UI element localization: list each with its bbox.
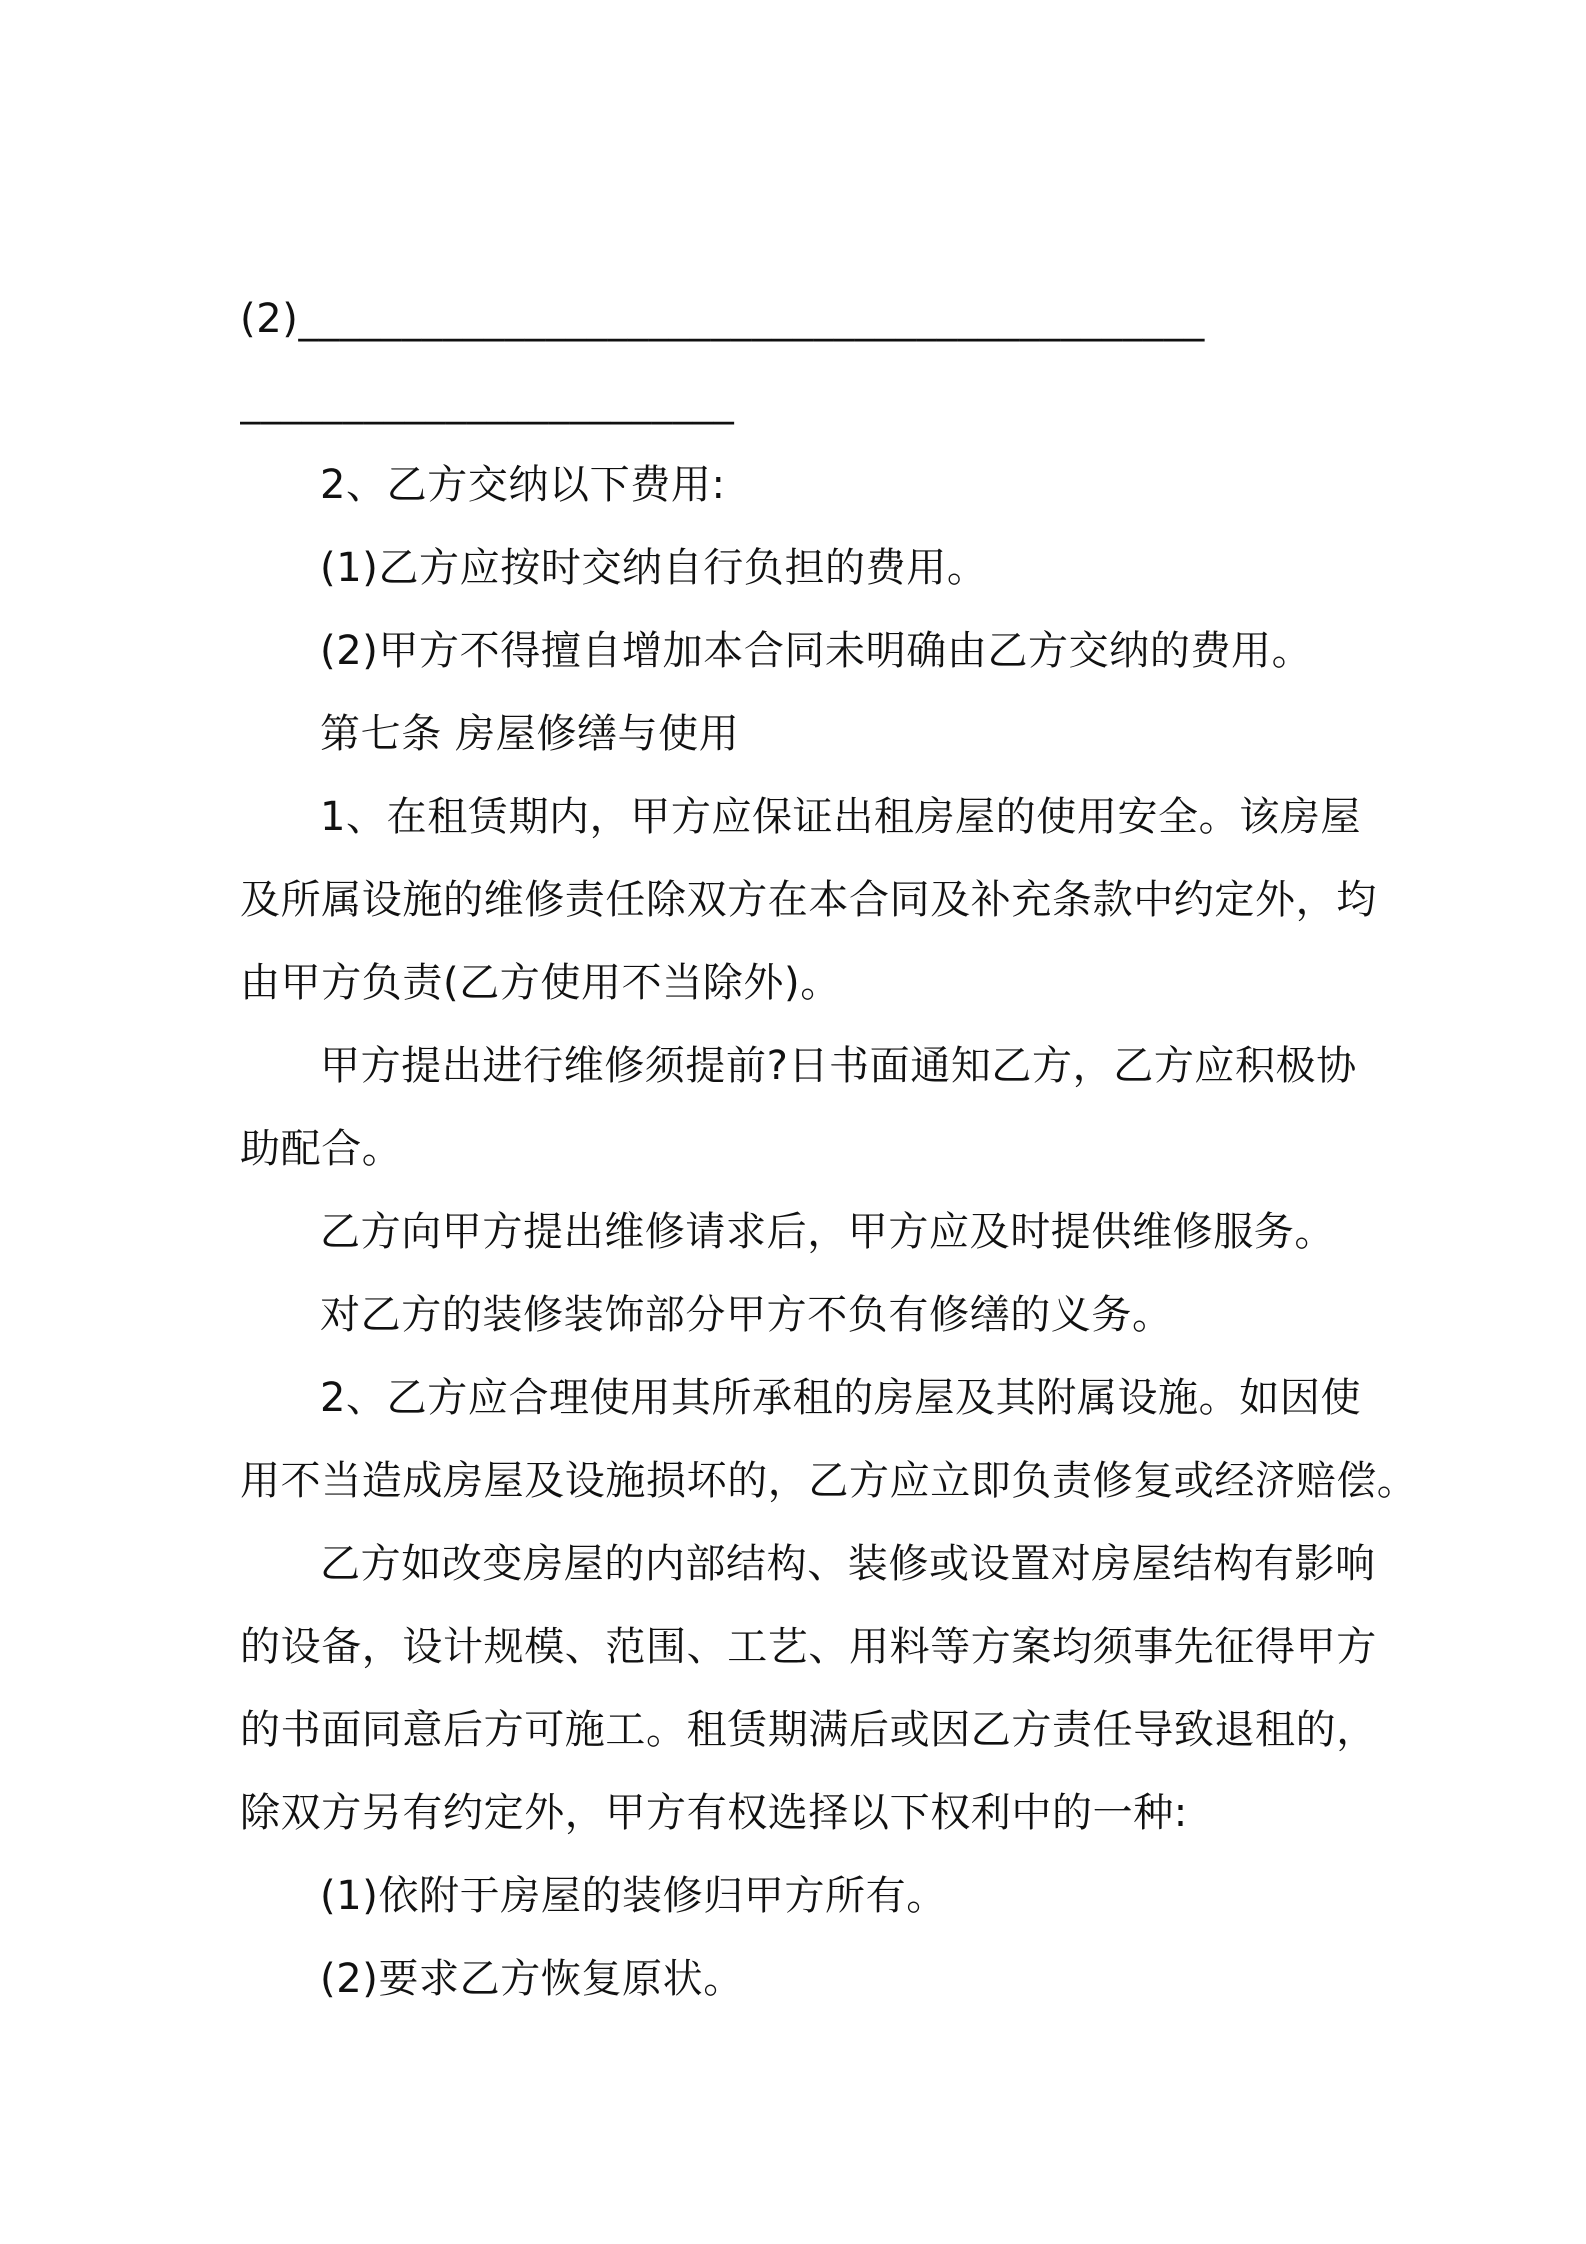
paragraph-line: 的设备，设计规模、范围、工艺、用料等方案均须事先征得甲方 — [240, 1624, 1377, 1670]
paragraph-line: 及所属设施的维修责任除双方在本合同及补充条款中约定外，均 — [240, 877, 1377, 923]
paragraph-line: 甲方提出进行维修须提前?日书面通知乙方，乙方应积极协 — [320, 1043, 1357, 1089]
clause-fee-item-1: (1)乙方应按时交纳自行负担的费用。 — [320, 545, 988, 591]
paragraph-line: 助配合。 — [240, 1126, 403, 1172]
paragraph-line: 1、在租赁期内，甲方应保证出租房屋的使用安全。该房屋 — [320, 794, 1362, 840]
paragraph-line: 用不当造成房屋及设施损坏的，乙方应立即负责修复或经济赔偿。 — [240, 1458, 1418, 1504]
blank-field-line-1: (2)____________________________________________ — [240, 296, 1205, 342]
clause-fee-heading: 2、乙方交纳以下费用: — [320, 462, 726, 508]
blank-field-line-2: ________________________ — [240, 379, 735, 425]
paragraph-line: 乙方向甲方提出维修请求后，甲方应及时提供维修服务。 — [320, 1209, 1335, 1255]
paragraph-line: 对乙方的装修装饰部分甲方不负有修缮的义务。 — [320, 1292, 1173, 1338]
clause-fee-item-2: (2)甲方不得擅自增加本合同未明确由乙方交纳的费用。 — [320, 628, 1313, 674]
paragraph-line: 乙方如改变房屋的内部结构、装修或设置对房屋结构有影响 — [320, 1541, 1376, 1587]
paragraph-line: 除双方另有约定外，甲方有权选择以下权利中的一种: — [240, 1790, 1188, 1836]
paragraph-line: 由甲方负责(乙方使用不当除外)。 — [240, 960, 841, 1006]
option-item-2: (2)要求乙方恢复原状。 — [320, 1956, 744, 2002]
paragraph-line: 的书面同意后方可施工。租赁期满后或因乙方责任导致退租的， — [240, 1707, 1377, 1753]
paragraph-line: 2、乙方应合理使用其所承租的房屋及其附属设施。如因使 — [320, 1375, 1362, 1421]
article-seven-title: 第七条 房屋修缮与使用 — [320, 711, 740, 757]
document-body — [240, 278, 1418, 2021]
option-item-1: (1)依附于房屋的装修归甲方所有。 — [320, 1873, 947, 1919]
